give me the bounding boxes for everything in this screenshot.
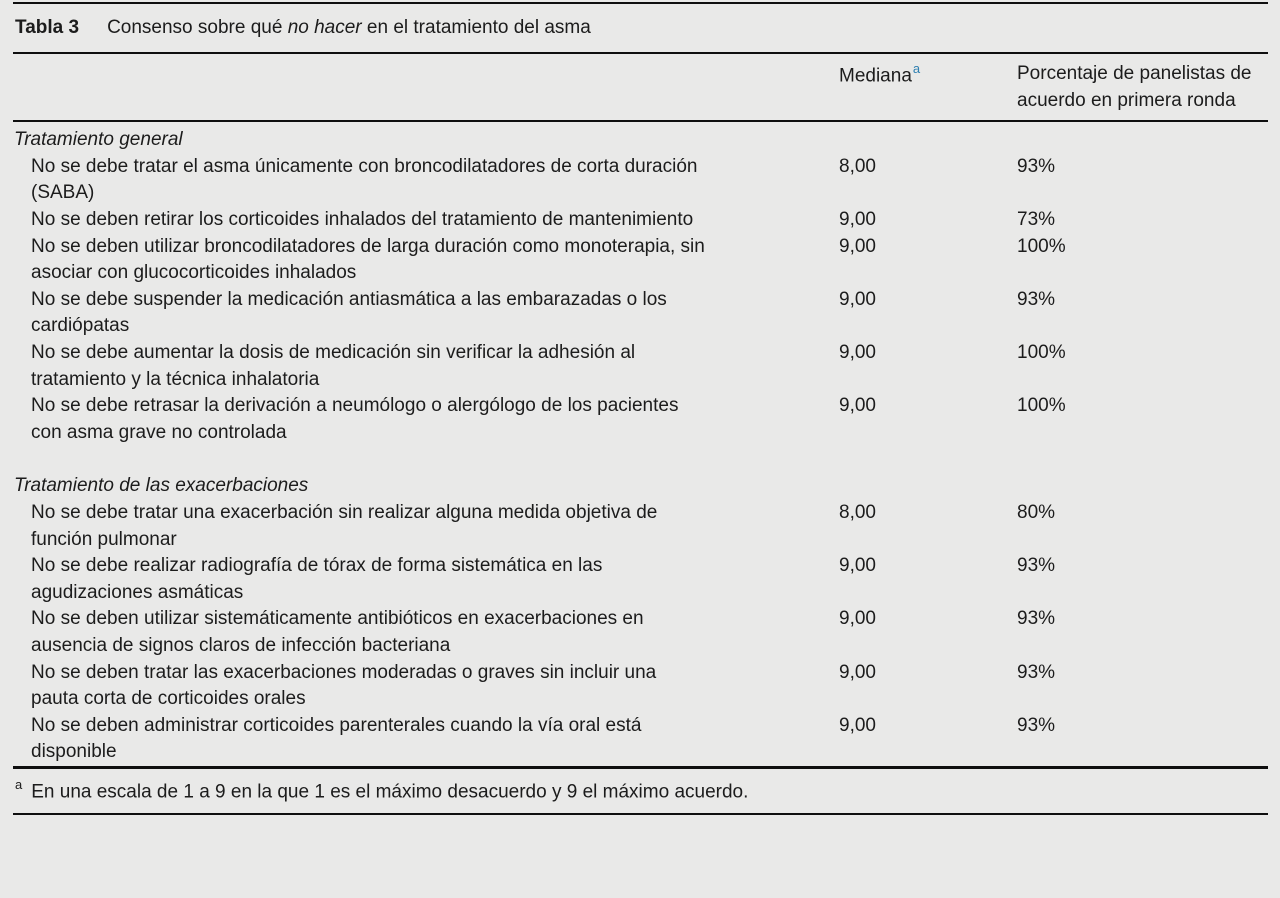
table-row [13,207,1268,234]
table-row [13,500,1268,553]
mediana-label: Mediana [839,65,912,87]
column-header-porcentaje: Porcentaje de panelistas de acuerdo en primera ronda [1017,63,1252,111]
mediana-value: 9,00 [839,209,876,231]
recommendation-text: No se debe suspender la medicación antiasmática a las embarazadas o los cardiópatas [31,288,667,337]
table-row [13,553,1268,606]
mediana-value: 8,00 [839,155,876,177]
table-row [13,340,1268,393]
footnote-text: En una escala de 1 a 9 en la que 1 es el máximo desacuerdo y 9 el máximo acuerdo. [31,781,749,803]
porcentaje-value: 93% [1017,155,1056,177]
table-row [13,606,1268,659]
recommendation-text: No se debe retrasar la derivación a neumólogo o alergólogo de los pacientes con asma grave no controlada [31,395,679,443]
table-row [13,154,1268,207]
mediana-value: 9,00 [839,661,876,683]
mediana-value: 9,00 [839,555,876,577]
recommendation-text: No se debe tratar una exacerbación sin realizar alguna medida objetiva de función pulmonar [31,502,658,550]
table-row [13,660,1268,713]
mediana-footnote-marker: a [912,61,921,77]
mediana-value: 9,00 [839,342,876,364]
section-header: Tratamiento de las exacerbaciones [14,475,309,497]
porcentaje-value: 93% [1017,288,1056,310]
table-title-prefix: Consenso sobre qué [107,17,288,38]
table-title-italic: no hacer [287,17,362,38]
table-header-row [13,54,1268,120]
recommendation-text: No se deben retirar los corticoides inhalados del tratamiento de mantenimiento [31,209,694,231]
table-footnote [13,769,1268,813]
recommendation-text: No se deben administrar corticoides parenterales cuando la vía oral está disponible [31,714,642,763]
porcentaje-value: 80% [1017,502,1056,523]
recommendation-text: No se deben utilizar broncodilatadores de larga duración como monoterapia, sin asociar con glucocorticoides inhalados [31,235,705,284]
mediana-value: 9,00 [839,714,876,736]
mediana-value: 8,00 [839,502,876,523]
porcentaje-value: 93% [1017,555,1056,577]
footnote-marker: a [15,776,23,792]
table-title-suffix: en el tratamiento del asma [361,17,591,38]
table-title [107,15,591,42]
porcentaje-value: 73% [1017,209,1056,231]
porcentaje-value: 100% [1017,342,1066,364]
porcentaje-value: 93% [1017,608,1056,630]
porcentaje-value: 100% [1017,235,1066,257]
table-caption [13,4,1268,52]
recommendation-text: No se deben utilizar sistemáticamente antibióticos en exacerbaciones en ausencia de signos claros de infección bacteriana [31,608,644,656]
recommendation-text: No se debe realizar radiografía de tórax de forma sistemática en las agudizaciones asmáticas [31,555,603,603]
column-header-mediana [839,61,1017,90]
recommendation-text: No se deben tratar las exacerbaciones moderadas o graves sin incluir una pauta corta de corticoides orales [31,661,657,710]
mediana-value: 9,00 [839,395,876,417]
recommendation-text: No se debe tratar el asma únicamente con broncodilatadores de corta duración (SABA) [31,155,698,204]
table-row [13,234,1268,287]
mediana-value: 9,00 [839,608,876,630]
section-header: Tratamiento general [14,129,183,151]
porcentaje-value: 93% [1017,661,1056,683]
mediana-value: 9,00 [839,235,876,257]
porcentaje-value: 100% [1017,395,1066,417]
table-body [13,122,1268,766]
table-row [13,287,1268,340]
table-row [13,713,1268,766]
table-row [13,393,1268,446]
bottom-rule [13,813,1268,815]
table-label: Tabla 3 [15,17,80,38]
mediana-value: 9,00 [839,288,876,310]
porcentaje-value: 93% [1017,714,1056,736]
recommendation-text: No se debe aumentar la dosis de medicación sin verificar la adhesión al tratamiento y la técnica inhalatoria [31,342,636,390]
